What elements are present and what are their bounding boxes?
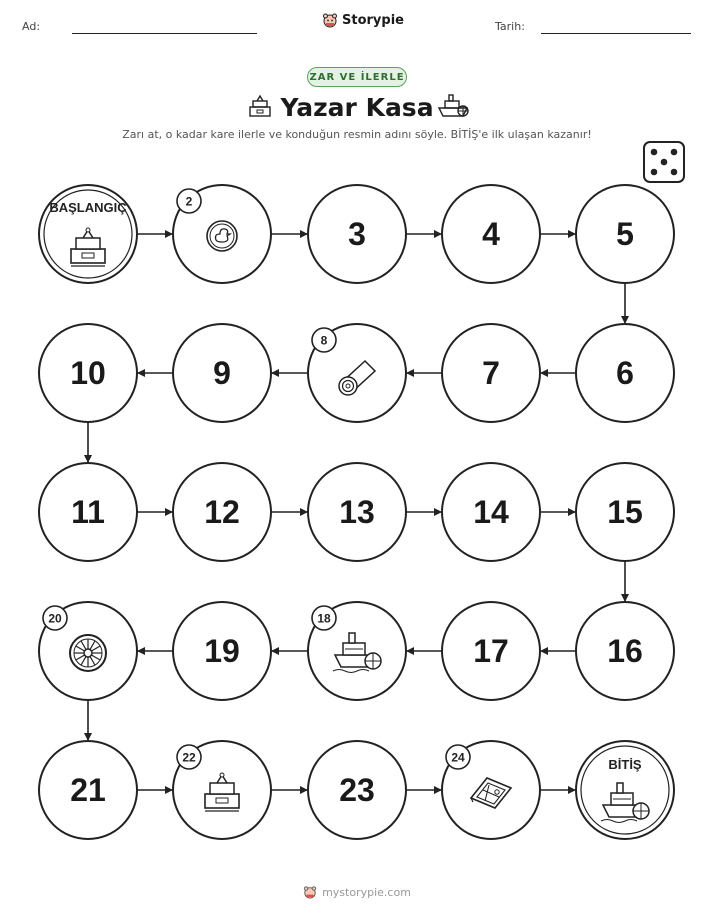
board-space-5[interactable]: [576, 185, 674, 283]
space-number: 10: [70, 355, 106, 391]
space-number-small: 18: [317, 611, 331, 626]
instructions: Zarı at, o kadar kare ilerle ve konduğun resmin adını söyle. BİTİŞ'e ilk ulaşan kazanır!: [122, 128, 592, 141]
space-number-small: 24: [451, 750, 465, 765]
board-space-3[interactable]: [308, 185, 406, 283]
space-number: 6: [616, 355, 634, 391]
board-space-15[interactable]: [576, 463, 674, 561]
brand-name: Storypie: [342, 12, 404, 28]
space-number-small: 22: [182, 750, 196, 765]
space-number-small: 8: [320, 333, 328, 348]
board-space-10[interactable]: [39, 324, 137, 422]
space-number: 17: [473, 633, 509, 669]
wheel-icon: [70, 635, 106, 671]
board-space-17[interactable]: [442, 602, 540, 700]
space-number: 12: [204, 494, 240, 530]
space-number: 4: [482, 216, 500, 252]
space-number: 11: [71, 494, 105, 530]
space-number: 19: [204, 633, 240, 669]
space-number-small: 20: [48, 611, 62, 626]
game-type-badge: ZAR VE İLERLE: [307, 67, 407, 87]
name-label: Ad:: [22, 20, 41, 33]
space-number: 15: [607, 494, 643, 530]
board-space-14[interactable]: [442, 463, 540, 561]
space-number-small: 2: [185, 194, 193, 209]
board-space-24[interactable]: [442, 741, 540, 839]
space-number: 14: [473, 494, 509, 530]
space-number: 13: [339, 494, 375, 530]
board-space-16[interactable]: [576, 602, 674, 700]
board-space-21[interactable]: [39, 741, 137, 839]
footer-url[interactable]: mystorypie.com: [322, 885, 411, 899]
space-number: 7: [482, 355, 500, 391]
space-number: 16: [607, 633, 643, 669]
board-space-8[interactable]: [308, 324, 406, 422]
board-space-11[interactable]: [39, 463, 137, 561]
space-number: 23: [339, 772, 375, 808]
space-number: 3: [348, 216, 366, 252]
board-space-9[interactable]: [173, 324, 271, 422]
board-space-19[interactable]: [173, 602, 271, 700]
board-space-7[interactable]: [442, 324, 540, 422]
space-number: 21: [70, 772, 106, 808]
space-circle[interactable]: [576, 741, 674, 839]
space-number: 9: [213, 355, 231, 391]
page-title: Yazar Kasa: [280, 93, 434, 122]
start-label: BAŞLANGIÇ: [49, 200, 127, 215]
dice[interactable]: [644, 142, 684, 182]
board-space-20[interactable]: [39, 602, 137, 700]
board-space-12[interactable]: [173, 463, 271, 561]
board-space-22[interactable]: [173, 741, 271, 839]
space-number: 5: [616, 216, 634, 252]
board-space-4[interactable]: [442, 185, 540, 283]
coin-icon: [207, 221, 237, 251]
board-space-2[interactable]: [173, 185, 271, 283]
finish-label: BİTİŞ: [608, 757, 642, 772]
footer: [0, 885, 714, 899]
board-space-6[interactable]: [576, 324, 674, 422]
date-label: Tarih:: [495, 20, 525, 33]
board-space-25[interactable]: [576, 741, 674, 839]
board-space-13[interactable]: [308, 463, 406, 561]
storypie-mascot-icon: [303, 885, 317, 899]
board-space-18[interactable]: [308, 602, 406, 700]
board-space-23[interactable]: [308, 741, 406, 839]
board-spaces: [39, 185, 674, 839]
board-space-1[interactable]: [39, 185, 137, 283]
